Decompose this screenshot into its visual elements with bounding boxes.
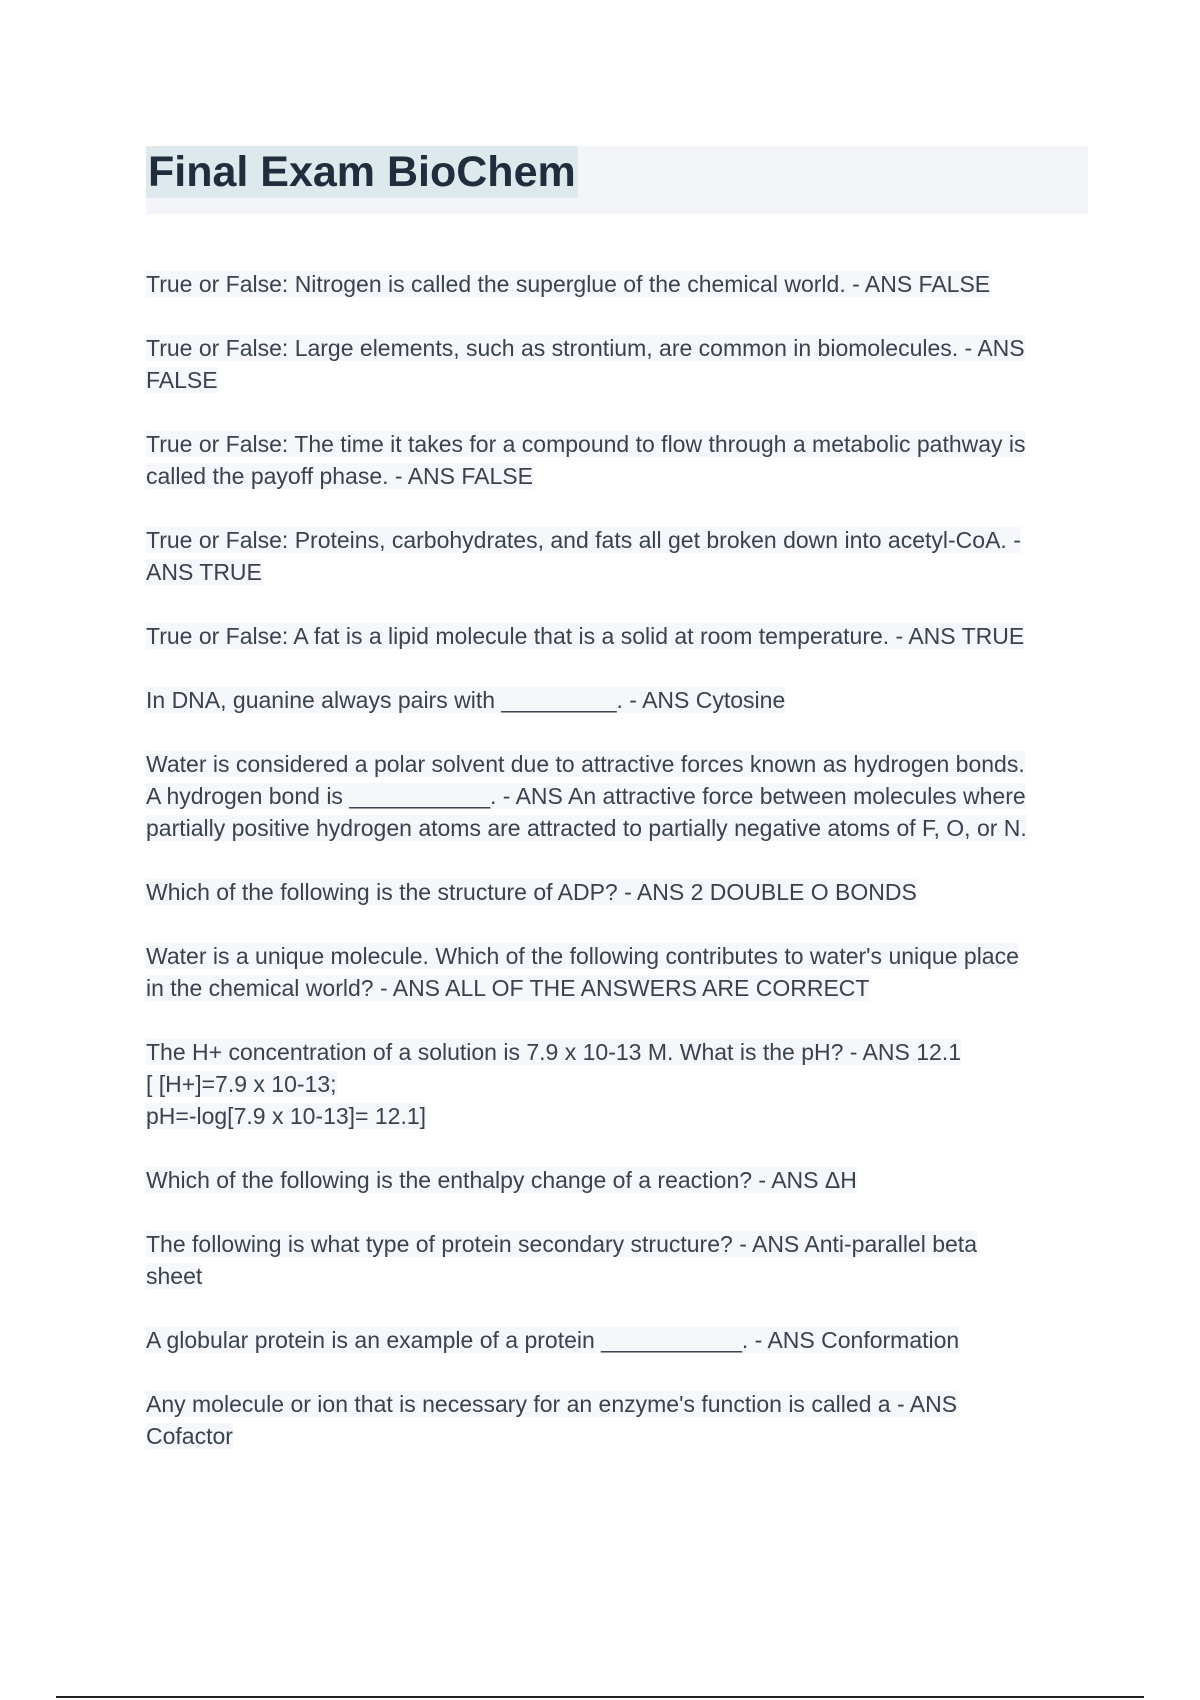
question-line: in the chemical world? - ANS ALL OF THE ANSWERS ARE CORRECT [146,975,870,1001]
question-line: A globular protein is an example of a protein ___________. - ANS Conformation [146,1327,960,1353]
question-item [146,876,1096,908]
question-item [146,524,1096,588]
question-item [146,268,1096,300]
question-line: Water is a unique molecule. Which of the following contributes to water's unique place [146,943,1019,969]
question-item [146,1164,1096,1196]
question-line: True or False: Nitrogen is called the superglue of the chemical world. - ANS FALSE [146,271,991,297]
page-title: Final Exam BioChem [148,148,576,196]
question-line: partially positive hydrogen atoms are attracted to partially negative atoms of F, O, or N. [146,815,1027,841]
question-item [146,1036,1096,1132]
question-line: sheet [146,1263,203,1289]
question-line: [ [H+]=7.9 x 10-13; [146,1071,337,1097]
footer-divider [56,1696,1144,1698]
question-line: True or False: Large elements, such as strontium, are common in biomolecules. - ANS [146,335,1025,361]
question-item [146,684,1096,716]
question-line: In DNA, guanine always pairs with _________. - ANS Cytosine [146,687,786,713]
question-line: A hydrogen bond is ___________. - ANS An attractive force between molecules where [146,783,1026,809]
question-item [146,1228,1096,1292]
question-item [146,1324,1096,1356]
question-line: True or False: Proteins, carbohydrates, and fats all get broken down into acetyl-CoA. - [146,527,1021,553]
question-item [146,620,1096,652]
question-list [146,268,1096,1484]
question-line: True or False: A fat is a lipid molecule that is a solid at room temperature. - ANS TRUE [146,623,1025,649]
question-line: The following is what type of protein secondary structure? - ANS Anti-parallel beta [146,1231,977,1257]
question-item [146,428,1096,492]
question-line: Water is considered a polar solvent due to attractive forces known as hydrogen bonds. [146,751,1025,777]
question-item [146,940,1096,1004]
question-item [146,332,1096,396]
question-line: Which of the following is the structure of ADP? - ANS 2 DOUBLE O BONDS [146,879,917,905]
question-line: True or False: The time it takes for a compound to flow through a metabolic pathway is [146,431,1026,457]
question-item [146,1388,1096,1452]
question-line: FALSE [146,367,218,393]
question-line: called the payoff phase. - ANS FALSE [146,463,533,489]
question-line: Cofactor [146,1423,233,1449]
question-line: Any molecule or ion that is necessary for an enzyme's function is called a - ANS [146,1391,958,1417]
question-line: Which of the following is the enthalpy change of a reaction? - ANS ΔH [146,1167,857,1193]
question-line: ANS TRUE [146,559,262,585]
question-line: pH=-log[7.9 x 10-13]= 12.1] [146,1103,427,1129]
question-line: The H+ concentration of a solution is 7.9 x 10-13 M. What is the pH? - ANS 12.1 [146,1039,962,1065]
question-item [146,748,1096,844]
